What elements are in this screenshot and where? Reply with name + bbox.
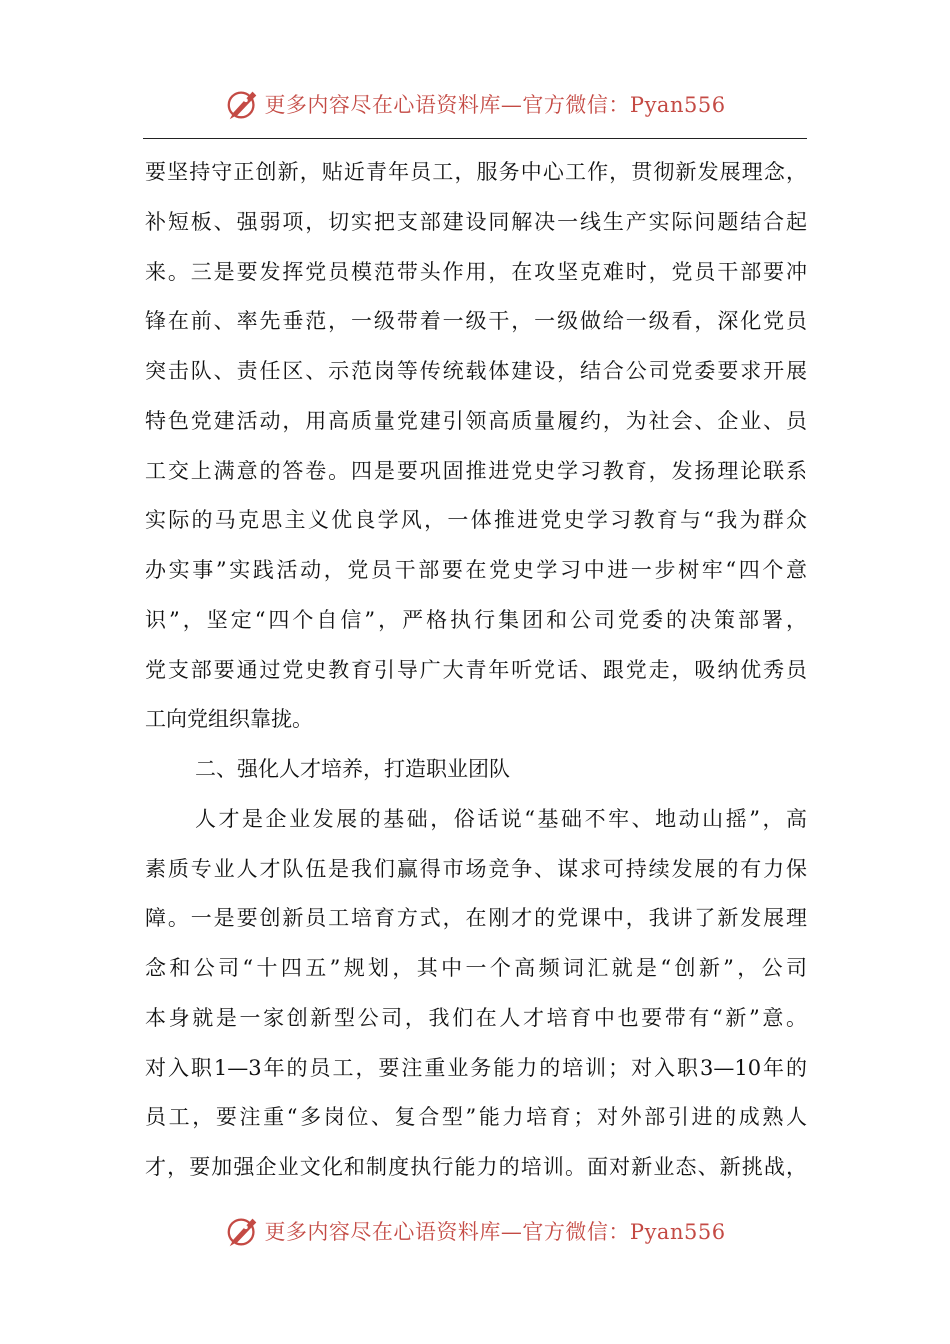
footer-watermark bbox=[0, 1211, 950, 1251]
pen-nib-logo-icon bbox=[224, 85, 262, 123]
header-watermark bbox=[0, 84, 950, 124]
text-line: 工交上满意的答卷。四是要巩固推进党史学习教育，发扬理论联系 bbox=[145, 458, 807, 483]
text-line: 员工，要注重“多岗位、复合型”能力培育；对外部引进的成熟人 bbox=[145, 1105, 807, 1130]
text-line: 来。三是要发挥党员模范带头作用，在攻坚克难时，党员干部要冲 bbox=[145, 259, 807, 284]
header-watermark-text: 更多内容尽在心语资料库—官方微信：Pyan556 bbox=[264, 93, 726, 117]
text-line: 补短板、强弱项，切实把支部建设同解决一线生产实际问题结合起 bbox=[145, 209, 807, 234]
header-divider bbox=[143, 138, 807, 139]
text-line: 实际的马克思主义优良学风，一体推进党史学习教育与“我为群众 bbox=[145, 508, 807, 533]
text-line: 锋在前、率先垂范，一级带着一级干，一级做给一级看，深化党员 bbox=[145, 309, 807, 334]
text-line: 障。一是要创新员工培育方式，在刚才的党课中，我讲了新发展理 bbox=[145, 906, 807, 931]
text-line: 党支部要通过党史教育引导广大青年听党话、跟党走，吸纳优秀员 bbox=[145, 657, 807, 682]
text-line: 工向党组织靠拢。 bbox=[145, 707, 313, 732]
text-line: 念和公司“十四五”规划，其中一个高频词汇就是“创新”，公司 bbox=[145, 956, 807, 980]
section-heading: 二、强化人才培养，打造职业团队 bbox=[195, 757, 510, 781]
text-line: 本身就是一家创新型公司，我们在人才培育中也要带有“新”意。 bbox=[145, 1005, 807, 1030]
paragraph-first-line: 人才是企业发展的基础，俗话说“基础不牢、地动山摇”，高 bbox=[195, 806, 807, 831]
text-line: 素质专业人才队伍是我们赢得市场竞争、谋求可持续发展的有力保 bbox=[145, 856, 807, 881]
footer-watermark-text: 更多内容尽在心语资料库—官方微信：Pyan556 bbox=[264, 1220, 726, 1244]
body-text bbox=[145, 148, 807, 1193]
text-line: 特色党建活动，用高质量党建引领高质量履约，为社会、企业、员 bbox=[145, 408, 807, 433]
text-line: 才，要加强企业文化和制度执行能力的培训。面对新业态、新挑战， bbox=[145, 1155, 807, 1179]
text-line: 对入职1—3年的员工，要注重业务能力的培训；对入职3—10年的 bbox=[145, 1055, 807, 1080]
text-line: 突击队、责任区、示范岗等传统载体建设，结合公司党委要求开展 bbox=[145, 359, 807, 383]
text-line: 识”，坚定“四个自信”，严格执行集团和公司党委的决策部署， bbox=[145, 607, 807, 632]
text-line: 办实事”实践活动，党员干部要在党史学习中进一步树牢“四个意 bbox=[145, 558, 807, 582]
text-line: 要坚持守正创新，贴近青年员工，服务中心工作，贯彻新发展理念， bbox=[145, 160, 807, 184]
pen-nib-logo-icon bbox=[224, 1212, 262, 1250]
